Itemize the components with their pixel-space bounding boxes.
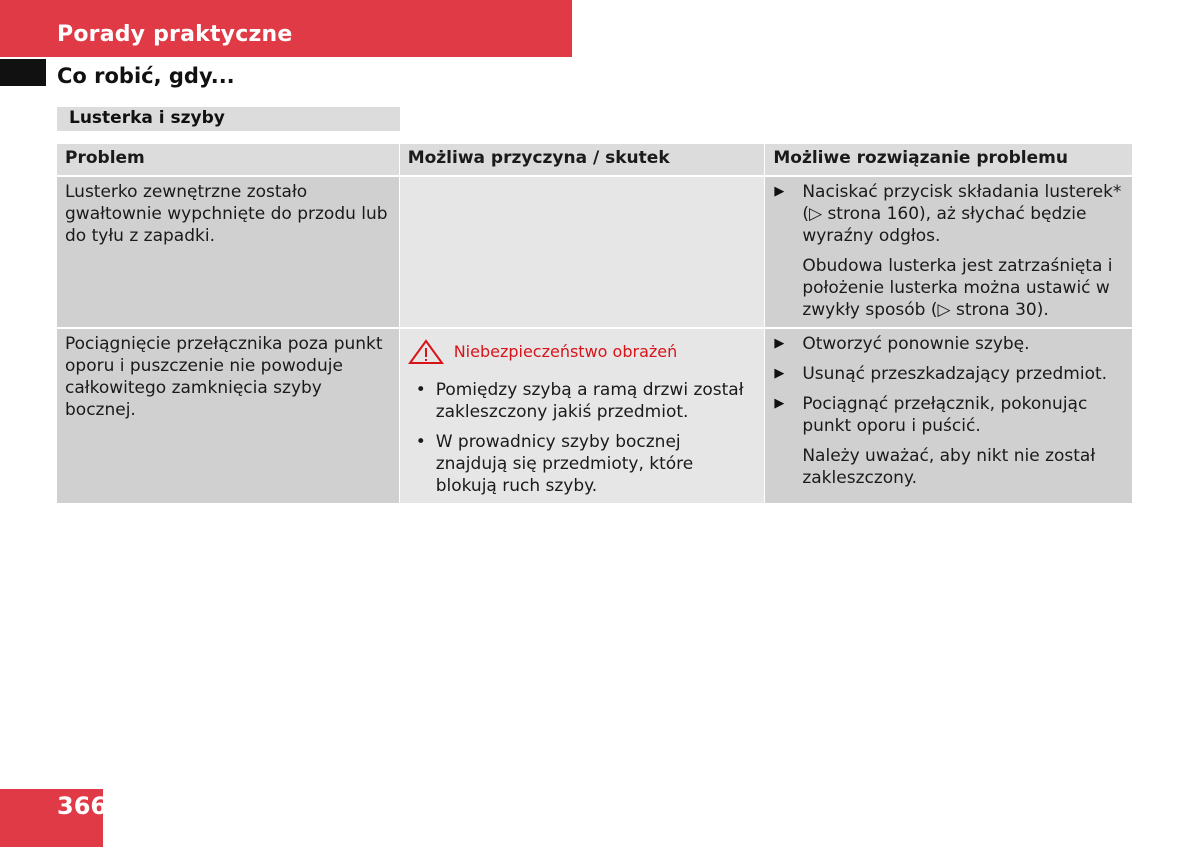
cause-cell — [400, 177, 765, 327]
warning-title: Niebezpieczeństwo obrażeń — [453, 342, 678, 361]
warning-triangle-icon — [408, 339, 444, 365]
cause-list-item — [408, 379, 757, 423]
solution-note: Należy uważać, aby nikt nie został zakleszczony. — [802, 446, 1096, 488]
solution-note: Obudowa lusterka jest zatrzaśnięta i położenie lusterka można ustawić w zwykły sposób (▷ strona 30). — [802, 256, 1113, 320]
action-text: Naciskać przycisk składania lusterek* (▷ strona 160), aż słychać będzie wyraźny odgłos. — [802, 182, 1122, 246]
action-text: Pociągnąć przełącznik, pokonując punkt oporu i puścić. — [802, 394, 1088, 436]
right-arrow-icon: ▶ — [774, 336, 785, 351]
problem-cell: Lusterko zewnętrzne zostało gwałtownie wypchnięte do przodu lub do tyłu z zapadki. — [57, 177, 399, 327]
action-item — [773, 393, 1124, 437]
action-item — [773, 333, 1124, 355]
section-marker-tab — [0, 59, 46, 86]
table-header-row — [57, 144, 1132, 175]
bullet-dot-icon: • — [415, 432, 426, 452]
right-arrow-icon: ▶ — [774, 366, 785, 381]
right-arrow-icon: ▶ — [774, 184, 785, 199]
action-text: Otworzyć ponownie szybę. — [802, 334, 1030, 354]
troubleshooting-table — [57, 144, 1132, 505]
cause-text: W prowadnicy szyby bocznej znajdują się przedmioty, które blokują ruch szyby. — [435, 432, 694, 496]
column-header-cause: Możliwa przyczyna / skutek — [400, 144, 765, 175]
chapter-title: Porady praktyczne — [57, 22, 293, 47]
action-item — [773, 363, 1124, 385]
table-row — [57, 177, 1132, 327]
section-heading: Lusterka i szyby — [69, 108, 225, 128]
column-header-problem: Problem — [57, 144, 399, 175]
cause-cell — [400, 329, 765, 503]
section-heading-box — [57, 107, 400, 131]
solution-cell — [765, 177, 1132, 327]
column-header-solution: Możliwe rozwiązanie problemu — [765, 144, 1132, 175]
page-number: 366 — [57, 792, 108, 820]
page-subtitle: Co robić, gdy... — [57, 64, 235, 88]
cause-text: Pomiędzy szybą a ramą drzwi został zakleszczony jakiś przedmiot. — [435, 380, 744, 422]
cause-list-item — [408, 431, 757, 497]
warning-header — [408, 339, 757, 365]
problem-cell: Pociągnięcie przełącznika poza punkt oporu i puszczenie nie powoduje całkowitego zamknięcia szyby bocznej. — [57, 329, 399, 503]
action-text: Usunąć przeszkadzający przedmiot. — [802, 364, 1108, 384]
action-item — [773, 181, 1124, 247]
solution-cell — [765, 329, 1132, 503]
bullet-dot-icon: • — [415, 380, 426, 400]
right-arrow-icon: ▶ — [774, 396, 785, 411]
table-row — [57, 329, 1132, 503]
